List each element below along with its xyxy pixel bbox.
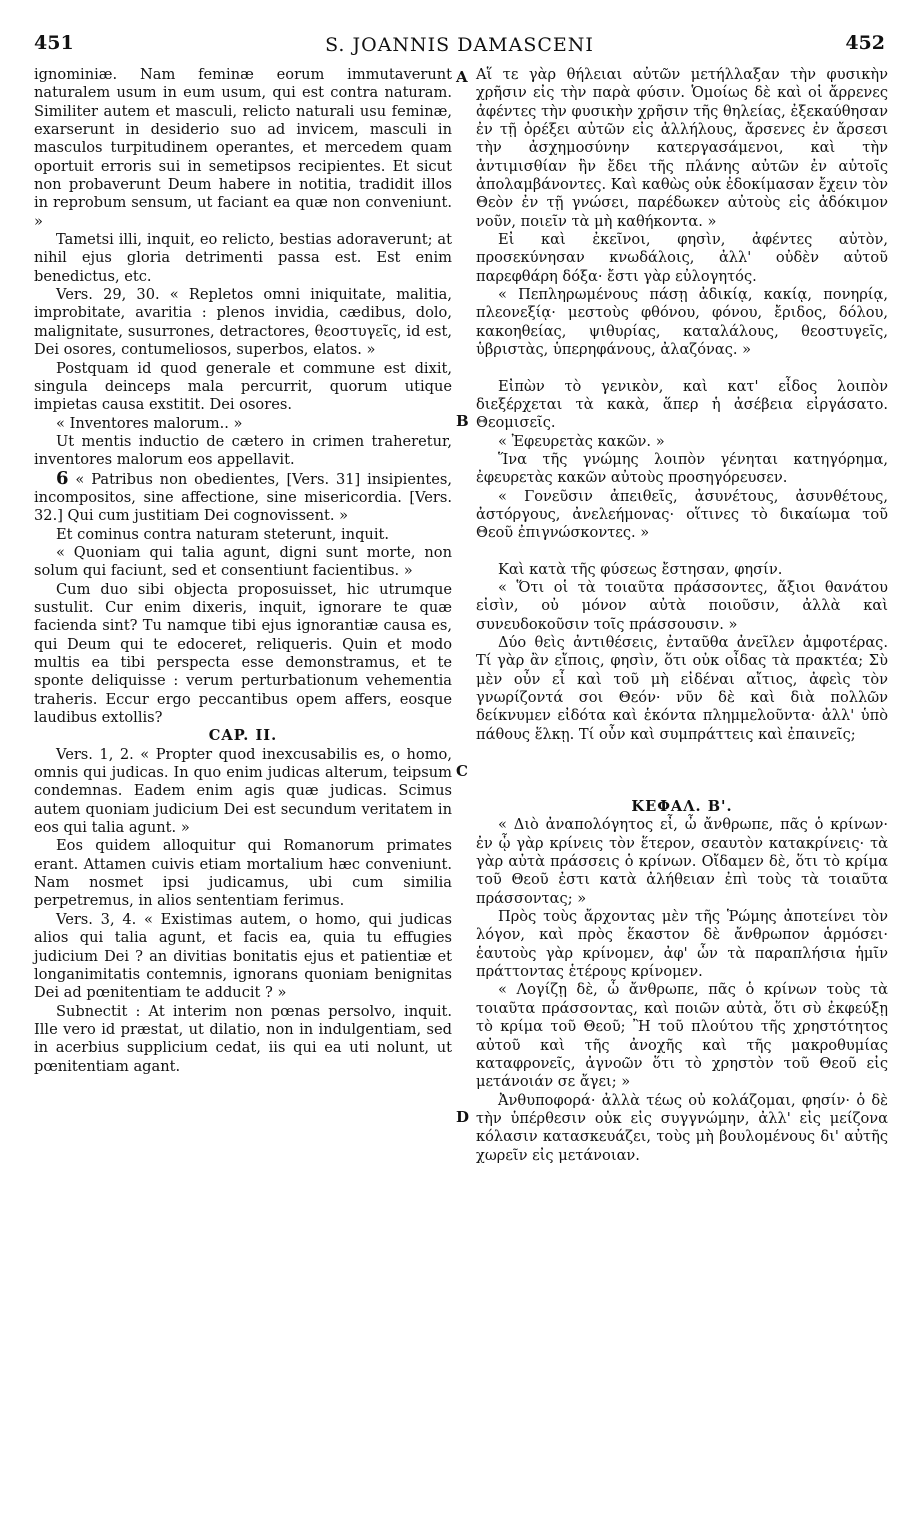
greek-paragraph: « Γονεῦσιν ἀπειθεῖς, ἀσυνέτους, ἀσυνθέτους, ἀστόργους, ἀνελεήμονας· οἵτινες τὸ δικαίωμα τοῦ Θεοῦ ἐπιγνώσκοντες. » <box>476 487 888 542</box>
latin-paragraph-numbered <box>34 467 452 526</box>
greek-paragraph: « Ἐφευρετὰς κακῶν. » <box>498 432 665 450</box>
latin-paragraph-text: « Patribus non obedientes, [Vers. 31] insipientes, incompositos, sine affectione, sine misericordia. [Vers. 32.] Qui cum justitiam Dei cognovissent. » <box>34 470 452 525</box>
greek-paragraph: Πρὸς τοὺς ἄρχοντας μὲν τῆς Ῥώμης ἀποτείνει τὸν λόγον, καὶ πρὸς ἕκαστον δὲ ἄνθρωπον ἁρμόσει· ἑαυτοὺς γὰρ κρίνομεν, ἀφ' ὧν τὰ παραπλήσια ἡμῖν πράττοντας ἑτέρους κρίνομεν. <box>476 908 888 981</box>
greek-paragraph: Καὶ κατὰ τῆς φύσεως ἔστησαν, φησίν. <box>498 560 783 578</box>
latin-paragraph: Eos quidem alloquitur qui Romanorum primates erant. Attamen cuivis etiam mortalium hæc conveniunt. Nam nosmet ipsi judicamus, ubi cum similia perpetremus, in alios sententiam ferimus. <box>34 837 452 910</box>
greek-paragraph: Δύο θεὶς ἀντιθέσεις, ἐνταῦθα ἀνεῖλεν ἀμφοτέρας. Τί γὰρ ἂν εἴποις, φησὶν, ὅτι οὐκ οἶδας τὰ πρακτέα; Σὺ μὲν οὖν εἶ καὶ τοῦ μὴ εἰδέναι αἴτιος, ἀφεὶς τὸν γνωρίζοντά σοι Θεόν· νῦν δὲ καὶ διὰ πολλῶν δείκνυμεν εἰδότα καὶ ἑκόντα πλημμελοῦντα· ἀλλ' ὑπὸ πάθους ἕλκῃ. Τί οὖν καὶ συμπράττεις καὶ ἐπαινεῖς; <box>476 633 888 743</box>
latin-paragraph: Vers. 3, 4. « Existimas autem, o homo, qui judicas alios qui talia agunt, et facis ea, quia tu effugies judicium Dei ? an divitias bonitatis ejus et patientiæ et longanimitatis contemnis, ignorans quoniam benignitas Dei ad pœnitentiam te adducit ? » <box>34 910 452 1002</box>
margin-letter-b: B <box>456 412 469 430</box>
greek-paragraph: « Ὅτι οἱ τὰ τοιαῦτα πράσσοντες, ἄξιοι θανάτου εἰσὶν, οὐ μόνον αὐτὰ ποιοῦσιν, ἀλλὰ καὶ συνευδοκοῦσιν τοῖς πράσσουσιν. » <box>476 578 888 633</box>
section-number: 6 <box>56 467 69 489</box>
latin-paragraph: « Inventores malorum.. » <box>56 414 243 432</box>
running-title: S. JOANNIS DAMASCENI <box>325 34 594 56</box>
latin-paragraph: Vers. 1, 2. « Propter quod inexcusabilis es, o homo, omnis qui judicas. In quo enim judicas alterum, teipsum condemnas. Eadem enim agis quæ judicas. Scimus autem quoniam judicium Dei est secundum veritatem in eos qui talia agunt. » <box>34 745 452 837</box>
greek-paragraph: Εἰ καὶ ἐκεῖνοι, φησὶν, ἀφέντες αὐτὸν, προσεκύνησαν κνωδάλοις, ἀλλ' οὐδὲν αὐτοῦ παρεφθάρη δόξα· ἔστι γὰρ εὐλογητός. <box>476 231 888 285</box>
latin-paragraph: Tametsi illi, inquit, eo relicto, bestias adoraverunt; at nihil ejus gloria detrimenti passa est. Est enim benedictus, etc. <box>34 231 452 285</box>
latin-paragraph: Postquam id quod generale et commune est dixit, singula deinceps mala percurrit, quorum utique impietas causa exstitit. Dei osores. <box>34 359 452 414</box>
chapter-heading-greek: ΚΕΦΑΛ. Β'. <box>631 798 733 816</box>
greek-column <box>476 66 888 1165</box>
greek-paragraph: « Πεπληρωμένους πάσῃ ἀδικίᾳ, κακίᾳ, πονηρίᾳ, πλεονεξίᾳ· μεστοὺς φθόνου, φόνου, ἔριδος, δόλου, κακοηθείας, ψιθυρίας, καταλάλους, θεοστυγεῖς, ὑβριστὰς, ὑπερηφάνους, ἀλαζόνας. » <box>476 286 888 359</box>
latin-paragraph: Et cominus contra naturam steterunt, inquit. <box>56 525 389 543</box>
page-number-left: 451 <box>34 32 74 54</box>
greek-paragraph: Αἵ τε γὰρ θήλειαι αὐτῶν μετήλλαξαν τὴν φυσικὴν χρῆσιν εἰς τὴν παρὰ φύσιν. Ὁμοίως δὲ καὶ οἱ ἄρρενες ἀφέντες τὴν φυσικὴν χρῆσιν τῆς θηλείας, ἐξεκαύθησαν ἐν τῇ ὀρέξει αὐτῶν εἰς ἀλλήλους, ἄρσενες ἐν ἄρσεσι τὴν ἀσχημοσύνην κατεργασάμενοι, καὶ τὴν ἀντιμισθίαν ἣν ἔδει τῆς πλάνης αὐτῶν ἐν αὐτοῖς ἀπολαμβάνοντες. Καὶ καθὼς οὐκ ἐδοκίμασαν ἔχειν τὸν Θεὸν ἐν τῇ γνώσει, παρέδωκεν αὐτοὺς εἰς ἀδόκιμον νοῦν, ποιεῖν τὰ μὴ καθήκοντα. » <box>476 66 888 230</box>
latin-column <box>34 66 452 1076</box>
latin-paragraph: ignominiæ. Nam feminæ eorum immutaverunt naturalem usum in eum usum, qui est contra naturam. Similiter autem et masculi, relicto naturali usu feminæ, exarserunt in desiderio suo ad invicem, masculi in masculos turpitudinem operantes, et mercedem quam oportuit erroris sui in semetipsos recipientes. Et sicut non probaverunt Deum habere in notitia, tradidit illos in reprobum sensum, ut faciant ea quæ non conveniunt. » <box>34 66 452 230</box>
latin-paragraph: Subnectit : At interim non pœnas persolvo, inquit. Ille vero id præstat, ut dilatio, non in indulgentiam, sed in acerbius supplicium cedat, iis qui ea uti nolunt, ut pœnitentiam agant. <box>34 1002 452 1075</box>
margin-letter-c: C <box>456 762 468 780</box>
chapter-heading-latin: CAP. II. <box>208 727 278 745</box>
margin-letter-a: A <box>456 68 468 86</box>
latin-paragraph: Vers. 29, 30. « Repletos omni iniquitate, malitia, improbitate, avaritia : plenos invidia, cædibus, dolo, malignitate, susurrones, detractores, θεοστυγεῖς, id est, Dei osores, contumeliosos, superbos, elatos. » <box>34 286 452 359</box>
greek-paragraph: Εἰπὼν τὸ γενικὸν, καὶ κατ' εἶδος λοιπὸν διεξέρχεται τὰ κακὰ, ἅπερ ἡ ἀσέβεια εἰργάσατο. Θεομισεῖς. <box>476 377 888 432</box>
latin-paragraph: « Quoniam qui talia agunt, digni sunt morte, non solum qui faciunt, sed et consentiunt facientibus. » <box>34 543 452 580</box>
greek-paragraph: Ἀνθυποφορά· ἀλλὰ τέως οὐ κολάζομαι, φησίν· ὁ δὲ τὴν ὑπέρθεσιν οὐκ εἰς συγγνώμην, ἀλλ' εἰς μείζονα κόλασιν κατασκευάζει, τοὺς μὴ βουλομένους δι' αὐτῆς χωρεῖν εἰς μετάνοιαν. <box>476 1091 888 1164</box>
greek-paragraph: Ἵνα τῆς γνώμης λοιπὸν γένηται κατηγόρημα, ἐφευρετὰς κακῶν αὐτοὺς προσηγόρευσεν. <box>476 450 888 487</box>
greek-paragraph: « Λογίζῃ δὲ, ὦ ἄνθρωπε, πᾶς ὁ κρίνων τοὺς τὰ τοιαῦτα πράσσοντας, καὶ ποιῶν αὐτὰ, ὅτι σὺ ἐκφεύξῃ τὸ κρίμα τοῦ Θεοῦ; Ἢ τοῦ πλούτου τῆς χρηστότητος αὐτοῦ καὶ τῆς ἀνοχῆς καὶ τῆς μακροθυμίας καταφρονεῖς, ἀγνοῶν ὅτι τὸ χρηστὸν τοῦ Θεοῦ εἰς μετάνοιάν σε ἄγει; » <box>476 981 888 1091</box>
page-number-right: 452 <box>845 32 885 54</box>
latin-paragraph: Cum duo sibi objecta proposuisset, hic utrumque sustulit. Cur enim dixeris, inquit, ignorare te quæ facienda sint? Tu namque tibi ejus ignorantiæ causa es, qui Deum qui te edoceret, reliqueris. Quin et modo multis ea tibi perspecta esse demonstramus, et te sponte deliquisse : verum perturbationum vehementia traheris. Eccur ergo peccantibus opem affers, eosque laudibus extollis? <box>34 580 452 727</box>
greek-paragraph: « Διὸ ἀναπολόγητος εἶ, ὦ ἄνθρωπε, πᾶς ὁ κρίνων· ἐν ᾧ γὰρ κρίνεις τὸν ἕτερον, σεαυτὸν κατακρίνεις· τὰ γὰρ αὐτὰ πράσσεις ὁ κρίνων. Οἴδαμεν δὲ, ὅτι τὸ κρίμα τοῦ Θεοῦ ἐστι κατὰ ἀλήθειαν ἐπὶ τοὺς τὰ τοιαῦτα πράσσοντας; » <box>476 816 888 907</box>
page-header <box>30 14 889 54</box>
latin-paragraph: Ut mentis inductio de cætero in crimen traheretur, inventores malorum eos appellavit. <box>34 432 452 469</box>
margin-letter-d: D <box>456 1108 470 1126</box>
